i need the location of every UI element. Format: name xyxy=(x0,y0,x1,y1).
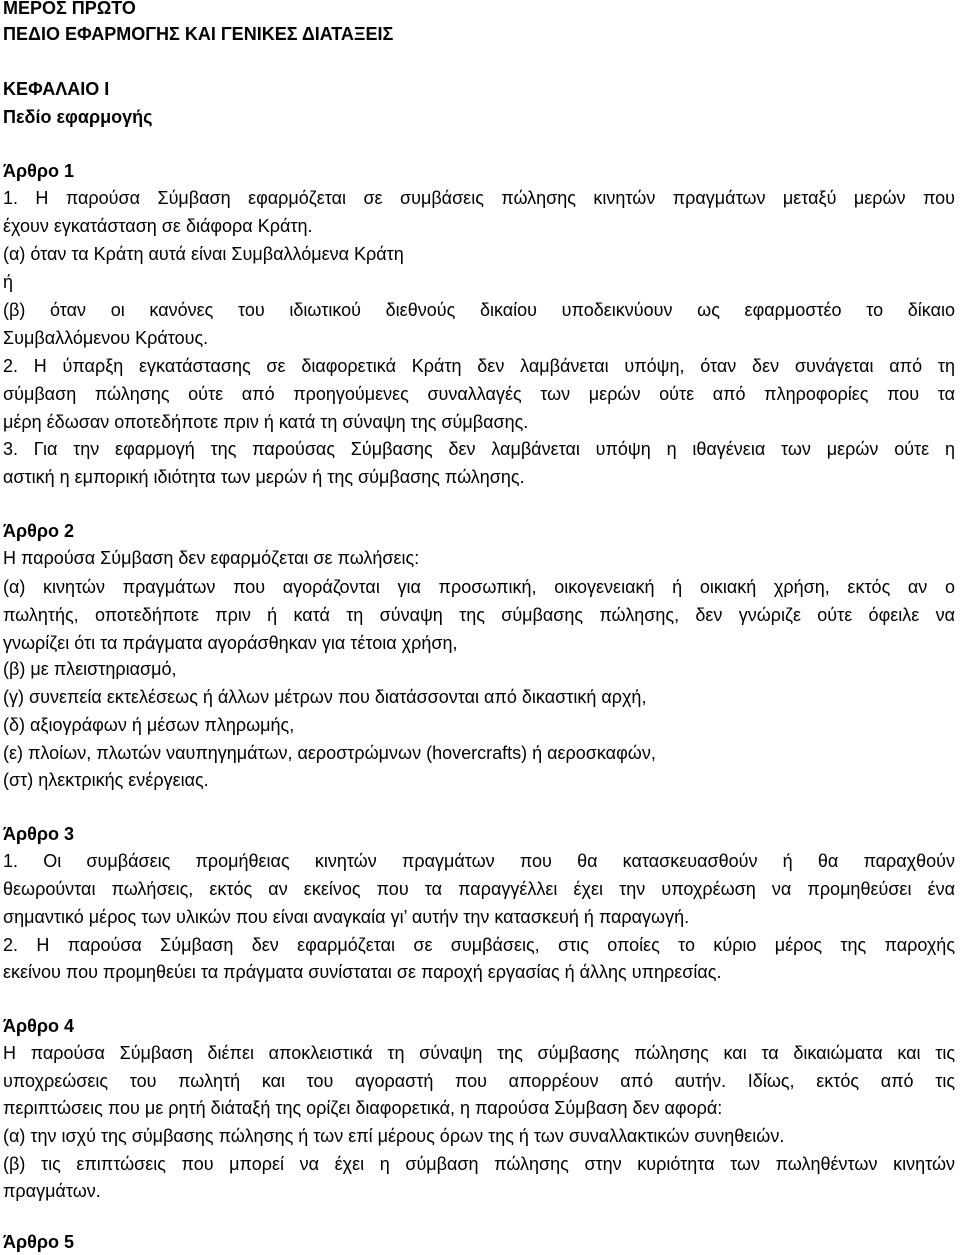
article-1-line-8: σύμβαση πώλησης ούτε από προηγούμενες συναλλαγές των μερών ούτε από πληροφορίες που τα xyxy=(3,384,955,404)
article-3-line-4: 2. Η παρούσα Σύμβαση δεν εφαρμόζεται σε συμβάσεις, στις οποίες το κύριο μέρος της παροχής xyxy=(3,935,955,955)
article-1-line-9: μέρη έδωσαν οποτεδήποτε πριν ή κατά τη σύναψη της σύμβασης. xyxy=(3,412,529,432)
article-4-line-1: Η παρούσα Σύμβαση διέπει αποκλειστικά τη σύναψη της σύμβασης πώλησης και τα δικαιώματα και τις xyxy=(3,1043,955,1063)
article-5-heading: Άρθρο 5 xyxy=(3,1232,75,1252)
article-1-line-2: έχουν εγκατάσταση σε διάφορα Κράτη. xyxy=(3,216,313,236)
article-2-line-3: πωλητής, οποτεδήποτε πριν ή κατά τη σύναψη της σύμβασης πώλησης, δεν γνώριζε ούτε όφειλε να xyxy=(3,605,955,625)
article-1-heading: Άρθρο 1 xyxy=(3,161,75,181)
article-3-line-3: σημαντικό μέρος των υλικών που είναι αναγκαία γι’ αυτήν την κατασκευή ή παραγωγή. xyxy=(3,907,690,927)
chapter-title: ΚΕΦΑΛΑΙΟ Ι xyxy=(3,79,110,99)
article-2-line-2: (α) κινητών πραγμάτων που αγοράζονται για προσωπική, οικογενειακή ή οικιακή χρήση, εκτός αν ο xyxy=(3,577,955,597)
article-2-heading: Άρθρο 2 xyxy=(3,521,75,541)
article-1-line-1: 1. Η παρούσα Σύμβαση εφαρμόζεται σε συμβάσεις πώλησης κινητών πραγμάτων μεταξύ μερών που xyxy=(3,188,955,208)
article-2-line-4: γνωρίζει ότι τα πράγματα αγοράσθηκαν για τέτοια χρήση, xyxy=(3,633,458,653)
article-3-heading: Άρθρο 3 xyxy=(3,824,75,844)
part-title: ΜΕΡΟΣ ΠΡΩΤΟ xyxy=(3,0,136,18)
chapter-subtitle: Πεδίο εφαρμογής xyxy=(3,107,153,127)
article-2-line-6: (γ) συνεπεία εκτελέσεως ή άλλων μέτρων που διατάσσονται από δικαστική αρχή, xyxy=(3,687,647,707)
article-2-line-5: (β) με πλειστηριασμό, xyxy=(3,659,177,679)
article-2-line-9: (στ) ηλεκτρικής ενέργειας. xyxy=(3,770,209,790)
article-4-line-3: περιπτώσεις που με ρητή διάταξή της ορίζει διαφορετικά, η παρούσα Σύμβαση δεν αφορά: xyxy=(3,1098,723,1118)
article-3-line-5: εκείνου που προμηθεύει τα πράγματα συνίσταται σε παροχή εργασίας ή άλλης υπηρεσίας. xyxy=(3,962,722,982)
article-2-line-7: (δ) αξιογράφων ή μέσων πληρωμής, xyxy=(3,715,295,735)
article-1-line-7: 2. Η ύπαρξη εγκατάστασης σε διαφορετικά Κράτη δεν λαμβάνεται υπόψη, όταν δεν συνάγεται από τη xyxy=(3,356,955,376)
article-1-line-10: 3. Για την εφαρμογή της παρούσας Σύμβασης δεν λαμβάνεται υπόψη η ιθαγένεια των μερών ούτε η xyxy=(3,439,955,459)
article-3-line-1: 1. Οι συμβάσεις προμήθειας κινητών πραγμάτων που θα κατασκευασθούν ή θα παραχθούν xyxy=(3,851,955,871)
article-1-line-3: (α) όταν τα Κράτη αυτά είναι Συμβαλλόμενα Κράτη xyxy=(3,244,404,264)
part-subtitle: ΠΕΔΙΟ ΕΦΑΡΜΟΓΗΣ ΚΑΙ ΓΕΝΙΚΕΣ ΔΙΑΤΑΞΕΙΣ xyxy=(3,24,394,44)
article-4-line-5: (β) τις επιπτώσεις που μπορεί να έχει η σύμβαση πώλησης στην κυριότητα των πωληθέντων κινητών xyxy=(3,1154,955,1174)
article-1-line-4: ή xyxy=(3,272,14,292)
article-1-line-5: (β) όταν οι κανόνες του ιδιωτικού διεθνούς δικαίου υποδεικνύουν ως εφαρμοστέο το δίκαιο xyxy=(3,300,955,320)
article-4-line-2: υποχρεώσεις του πωλητή και του αγοραστή που απορρέουν από αυτήν. Ιδίως, εκτός από τις xyxy=(3,1071,955,1091)
article-3-line-2: θεωρούνται πωλήσεις, εκτός αν εκείνος που τα παραγγέλλει έχει την υποχρέωση να προμηθεύσει ένα xyxy=(3,879,955,899)
article-4-line-6: πραγμάτων. xyxy=(3,1181,101,1201)
article-1-line-6: Συμβαλλόμενου Κράτους. xyxy=(3,328,209,348)
article-1-line-11: αστική η εμπορική ιδιότητα των μερών ή της σύμβασης πώλησης. xyxy=(3,467,525,487)
article-2-line-8: (ε) πλοίων, πλωτών ναυπηγημάτων, αεροστρώμνων (hovercrafts) ή αεροσκαφών, xyxy=(3,743,656,763)
article-2-line-1: Η παρούσα Σύμβαση δεν εφαρμόζεται σε πωλήσεις: xyxy=(3,548,420,568)
article-4-line-4: (α) την ισχύ της σύμβασης πώλησης ή των επί μέρους όρων της ή των συναλλακτικών συνηθειών. xyxy=(3,1126,785,1146)
article-4-heading: Άρθρο 4 xyxy=(3,1016,75,1036)
